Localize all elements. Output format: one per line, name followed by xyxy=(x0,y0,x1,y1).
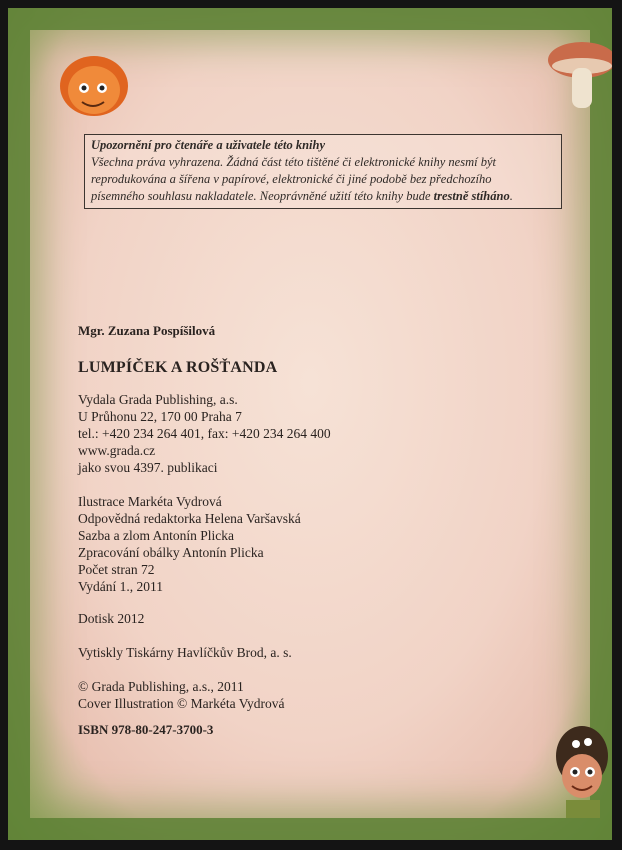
notice-line xyxy=(91,188,555,205)
notice-emphasis: trestně stíháno xyxy=(433,189,510,203)
copyright-line: © Grada Publishing, a.s., 2011 xyxy=(78,679,244,694)
credit-line: Odpovědná redaktorka Helena Varšavská xyxy=(78,511,301,526)
notice-line-text: písemného souhlasu nakladatele. Neoprávněné užití této knihy bude xyxy=(91,189,431,203)
copyright-line: Cover Illustration © Markéta Vydrová xyxy=(78,696,285,711)
rights-notice-box xyxy=(84,134,562,209)
publisher-line: Vydala Grada Publishing, a.s. xyxy=(78,392,238,407)
print-year: Dotisk 2012 xyxy=(78,611,145,626)
isbn: ISBN 978-80-247-3700-3 xyxy=(78,722,214,737)
notice-line: reprodukována a šířena v papírové, elektronické či jiné podobě bez předchozího xyxy=(91,172,492,186)
publisher-line: www.grada.cz xyxy=(78,443,156,458)
credit-line: Zpracování obálky Antonín Plicka xyxy=(78,545,264,560)
publisher-line: jako svou 4397. publikaci xyxy=(78,460,218,475)
printer-line: Vytiskly Tiskárny Havlíčkův Brod, a. s. xyxy=(78,645,292,660)
credit-line: Počet stran 72 xyxy=(78,562,155,577)
credit-line: Ilustrace Markéta Vydrová xyxy=(78,494,222,509)
author-name: Mgr. Zuzana Pospíšilová xyxy=(78,323,216,338)
troll-character-icon xyxy=(548,708,612,818)
mushroom-icon xyxy=(542,34,612,114)
book-page xyxy=(8,8,612,840)
notice-line-end: . xyxy=(509,189,513,203)
notice-line: Všechna práva vyhrazena. Žádná část této tištěné či elektronické knihy nesmí být xyxy=(91,155,496,169)
notice-heading: Upozornění pro čtenáře a uživatele této knihy xyxy=(91,138,326,152)
publisher-line: tel.: +420 234 264 401, fax: +420 234 264 400 xyxy=(78,426,331,441)
credit-line: Vydání 1., 2011 xyxy=(78,579,163,594)
book-title: LUMPÍČEK A ROŠŤANDA xyxy=(78,359,278,376)
credit-line: Sazba a zlom Antonín Plicka xyxy=(78,528,234,543)
publisher-line: U Průhonu 22, 170 00 Praha 7 xyxy=(78,409,242,424)
hedgehog-character-icon xyxy=(54,50,134,124)
